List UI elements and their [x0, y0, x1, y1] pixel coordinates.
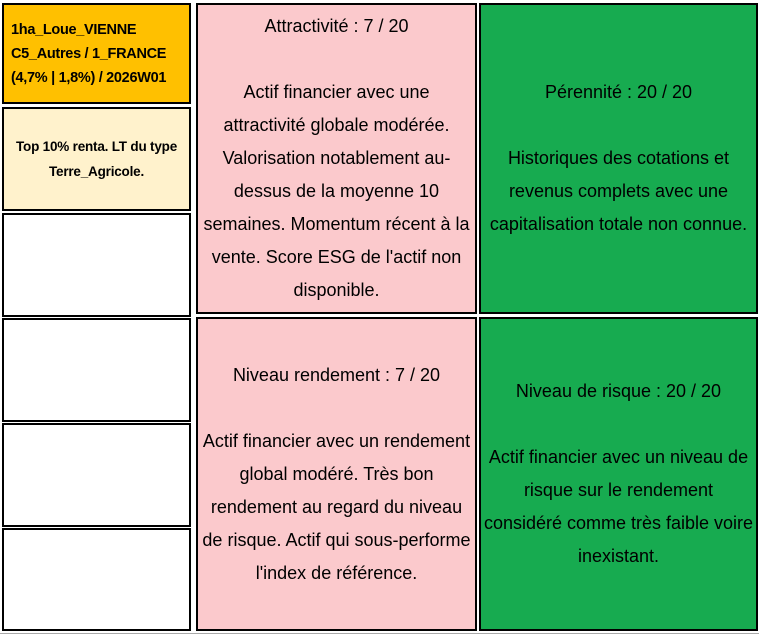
risque-title: Niveau de risque : 20 / 20 — [515, 381, 722, 401]
rendement-score-cell — [196, 317, 477, 631]
rendement-description: Actif financier avec un rendement global modéré. Très bon rendement au regard du niveau de risque. Actif qui sous-performe l'index de référence. — [202, 430, 471, 583]
asset-category: C5_Autres / 1_FRANCE — [11, 45, 167, 62]
perennite-score-cell — [479, 3, 758, 314]
risque-score-cell — [479, 317, 758, 631]
asset-note-line2: Terre_Agricole. — [48, 164, 145, 179]
rendement-title: Niveau rendement : 7 / 20 — [232, 364, 441, 385]
empty-cell-2 — [2, 318, 191, 422]
empty-cell-1 — [2, 213, 191, 317]
asset-name: 1ha_Loue_VIENNE — [11, 21, 137, 38]
attractivite-description: Actif financier avec une attractivité globale modérée. Valorisation notablement au-dessus de la moyenne 10 semaines. Momentum récent à la vente. Score ESG de l'actif non disponible. — [203, 82, 470, 300]
asset-id-cell — [2, 3, 191, 104]
asset-note-cell — [2, 107, 191, 211]
asset-stats-period: (4,7% | 1,8%) / 2026W01 — [11, 69, 167, 86]
perennite-title: Pérennité : 20 / 20 — [544, 82, 693, 102]
bottom-separator-line — [0, 633, 759, 634]
asset-note-line1: Top 10% renta. LT du type — [15, 139, 177, 154]
perennite-description: Historiques des cotations et revenus complets avec une capitalisation totale non connue. — [489, 148, 748, 234]
empty-cell-3 — [2, 423, 191, 527]
attractivite-title: Attractivité : 7 / 20 — [264, 16, 409, 36]
risque-description: Actif financier avec un niveau de risque sur le rendement considéré comme très faible voire inexistant. — [483, 447, 754, 566]
empty-cell-4 — [2, 528, 191, 631]
attractivite-score-cell — [196, 3, 477, 314]
